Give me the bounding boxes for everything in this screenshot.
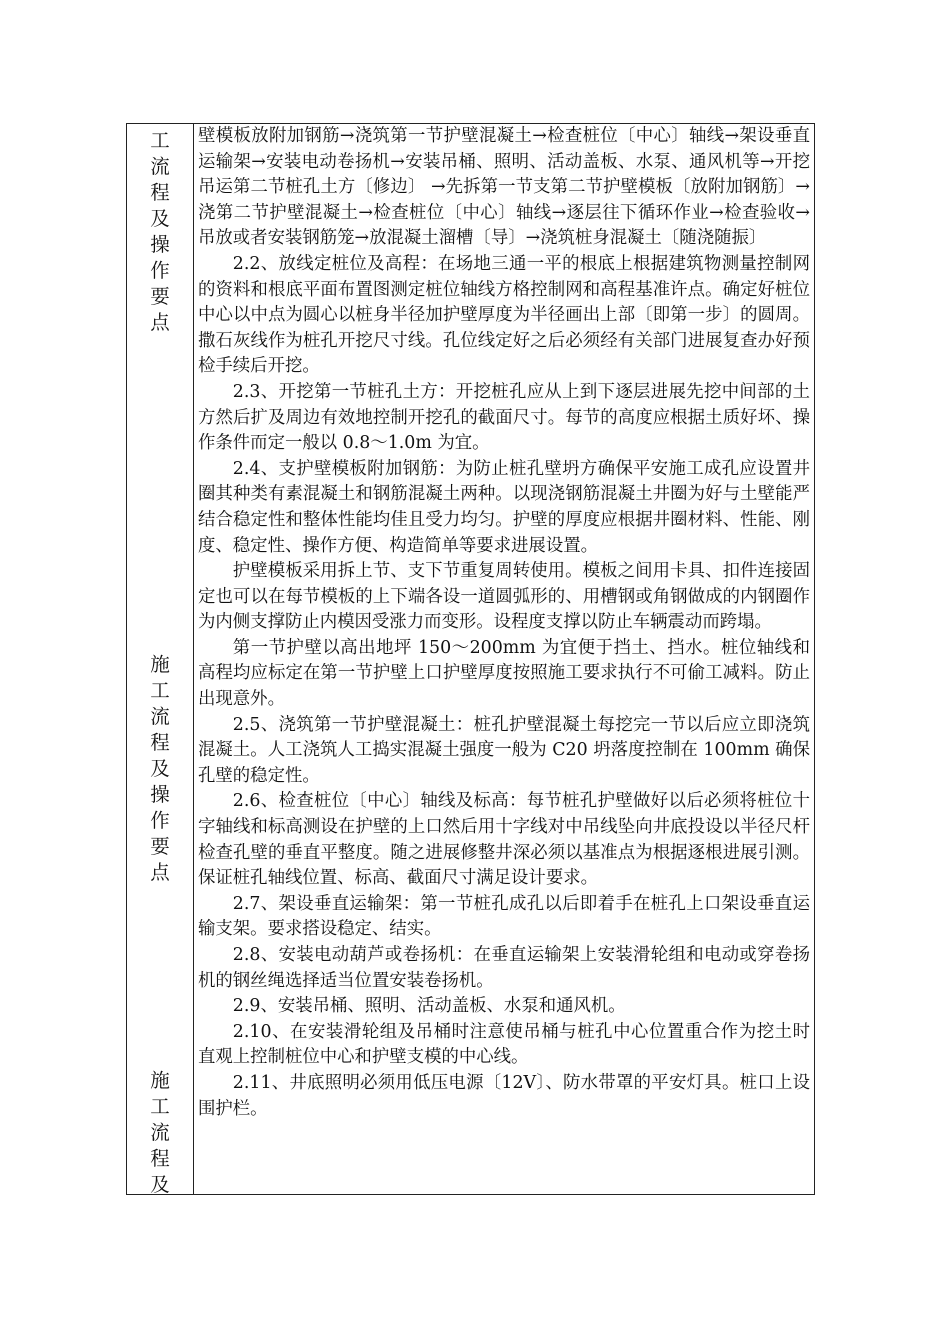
- section-label-bottom: [127, 1068, 193, 1198]
- procedure-paragraph: 2.4、支护壁模板附加钢筋：为防止桩孔壁坍方确保平安施工成孔应设置井圈其种类有素混凝土和钢筋混凝土两种。以现浇钢筋混凝土井圈为好与土壁能严结合稳定性和整体性能均佳且受力均匀。护壁的厚度应根据井圈材料、性能、刚度、稳定性、操作方便、构造简单等要求进展设置。: [198, 458, 810, 556]
- procedure-paragraph: 2.5、浇筑第一节护壁混凝土：桩孔护壁混凝土每挖完一节以后应立即浇筑混凝土。人工浇筑人工捣实混凝土强度一般为 C20 坍落度控制在 100mm 确保孔壁的稳定性。: [198, 714, 810, 786]
- label-char: 及: [150, 757, 170, 780]
- label-char: 施: [150, 1069, 170, 1092]
- label-char: 程: [150, 1147, 170, 1170]
- procedure-paragraph: 2.2、放线定桩位及高程：在场地三通一平的根底上根据建筑物测量控制网的资料和根底平面布置图测定桩位轴线方格控制网和高程基准许点。确定好桩位中心以中点为圆心以桩身半径加护壁厚度为半径画出上部〔即第一步〕的圆周。撒石灰线作为桩孔开挖尺寸线。孔位线定好之后必须经有关部门进展复查办好预检手续后开挖。: [198, 253, 810, 377]
- label-char: 施: [150, 653, 170, 676]
- label-char: 操: [150, 783, 170, 806]
- label-char: 流: [150, 155, 170, 178]
- label-char: 流: [150, 705, 170, 728]
- label-char: 点: [150, 861, 170, 884]
- procedure-table: [126, 123, 815, 1195]
- procedure-paragraph: 2.3、开挖第一节桩孔土方：开挖桩孔应从上到下逐层进展先挖中间部的土方然后扩及周边有效地控制开挖孔的截面尺寸。每节的高度应根据土质好坏、操作条件而定一般以 0.8～1.0m 为宜。: [198, 381, 810, 454]
- label-char: 程: [150, 181, 170, 204]
- label-char: 流: [150, 1121, 170, 1144]
- label-char: 作: [150, 809, 170, 832]
- procedure-paragraph: 第一节护壁以高出地坪 150～200mm 为宜便于挡土、挡水。桩位轴线和高程均应标定在第一节护壁上口护壁厚度按照施工要求执行不可偷工减料。防止出现意外。: [198, 637, 810, 710]
- label-char: 程: [150, 731, 170, 754]
- procedure-paragraph: 2.8、安装电动葫芦或卷扬机：在垂直运输架上安装滑轮组和电动或穿卷扬机的钢丝绳选择适当位置安装卷扬机。: [198, 945, 810, 991]
- label-char: 工: [150, 679, 170, 702]
- procedure-content: [198, 124, 810, 1122]
- procedure-paragraph: 护壁模板采用拆上节、支下节重复周转使用。模板之间用卡具、扣件连接固定也可以在每节模板的上下端各设一道圆弧形的、用槽钢或角钢做成的内钢圈作为内侧支撑防止内模因受涨力而变形。设程度支撑以防止车辆震动而跨塌。: [198, 561, 810, 633]
- label-char: 及: [150, 1173, 170, 1196]
- label-char: 要: [150, 835, 170, 858]
- label-char: 要: [150, 285, 170, 308]
- section-label-middle: [127, 652, 193, 886]
- section-label-top: [127, 128, 193, 336]
- label-char: 工: [150, 1095, 170, 1118]
- procedure-paragraph: 2.7、架设垂直运输架：第一节桩孔成孔以后即着手在桩孔上口架设垂直运输支架。要求搭设稳定、结实。: [198, 893, 810, 940]
- column-divider: [193, 124, 194, 1194]
- label-char: 工: [150, 129, 170, 152]
- procedure-paragraph: 壁模板放附加钢筋→浇筑第一节护壁混凝土→检查桩位〔中心〕轴线→架设垂直运输架→安装电动卷扬机→安装吊桶、照明、活动盖板、水泵、通风机等→开挖吊运第二节桩孔土方〔修边〕 →先拆第一节支第二节护壁模板〔放附加钢筋〕→浇第二节护壁混凝土→检查桩位〔中心〕轴线→逐层往下循环作业→检查验收→吊放或者安装钢筋笼→放混凝土溜槽〔导〕→浇筑桩身混凝土〔随浇随振〕: [198, 126, 810, 249]
- procedure-paragraph: 2.9、安装吊桶、照明、活动盖板、水泵和通风机。: [232, 996, 626, 1017]
- label-char: 及: [150, 207, 170, 230]
- procedure-paragraph: 2.10、在安装滑轮组及吊桶时注意使吊桶与桩孔中心位置重合作为挖土时直观上控制桩位中心和护壁支模的中心线。: [198, 1021, 810, 1068]
- label-char: 点: [150, 311, 170, 334]
- label-char: 作: [150, 259, 170, 282]
- label-char: 操: [150, 233, 170, 256]
- procedure-paragraph: 2.11、井底照明必须用低压电源〔12V〕、防水带罩的平安灯具。桩口上设围护栏。: [198, 1072, 810, 1119]
- procedure-paragraph: 2.6、检查桩位〔中心〕轴线及标高：每节桩孔护壁做好以后必须将桩位十字轴线和标高测设在护壁的上口然后用十字线对中吊线坠向井底投设以半径尺杆检查孔壁的垂直平整度。随之进展修整井深必须以基准点为根据逐根进展引测。保证桩孔轴线位置、标高、截面尺寸满足设计要求。: [198, 791, 810, 889]
